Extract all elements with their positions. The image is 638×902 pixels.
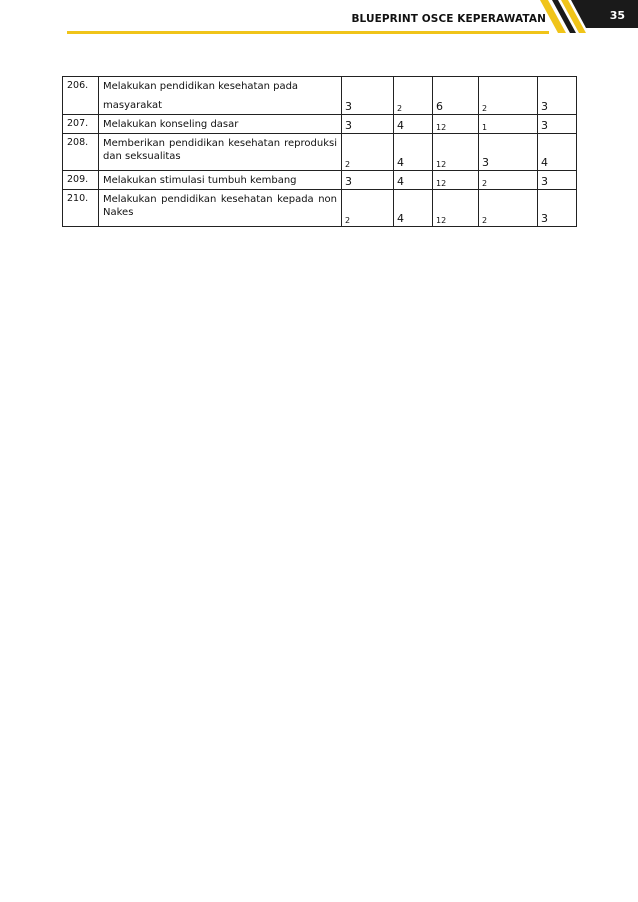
value-cell: 2 [479, 77, 538, 115]
value-cell: 12 [433, 190, 479, 227]
row-description: Melakukan pendidikan kesehatan kepada non Nakes [99, 190, 342, 227]
row-description: Melakukan stimulasi tumbuh kembang [99, 171, 342, 190]
header-title: BLUEPRINT OSCE KEPERAWATAN [351, 13, 546, 25]
row-description: Melakukan konseling dasar [99, 115, 342, 134]
value-cell: 3 [342, 171, 394, 190]
row-description: Memberikan pendidikan kesehatan reproduksi dan seksualitas [99, 134, 342, 171]
row-number: 208. [63, 134, 99, 171]
value-cell: 4 [394, 190, 433, 227]
value-cell: 3 [538, 171, 577, 190]
value-cell: 4 [394, 115, 433, 134]
value-cell: 3 [538, 77, 577, 115]
value-cell: 12 [433, 171, 479, 190]
table-row [63, 77, 577, 115]
value-cell: 2 [479, 171, 538, 190]
value-cell: 6 [433, 77, 479, 115]
value-cell: 4 [394, 171, 433, 190]
value-cell: 2 [394, 77, 433, 115]
competency-table [62, 76, 577, 227]
description-line: Melakukan pendidikan kesehatan pada [103, 81, 299, 92]
value-cell: 2 [342, 134, 394, 171]
row-number: 207. [63, 115, 99, 134]
value-cell: 4 [394, 134, 433, 171]
value-cell: 3 [538, 115, 577, 134]
value-cell: 12 [433, 115, 479, 134]
table-row [63, 190, 577, 227]
table-row [63, 115, 577, 134]
value-cell: 2 [342, 190, 394, 227]
table-row [63, 171, 577, 190]
header-rule [67, 31, 549, 34]
value-cell: 4 [538, 134, 577, 171]
value-cell: 3 [479, 134, 538, 171]
row-number: 209. [63, 171, 99, 190]
page-header [0, 0, 638, 40]
description-line: masyarakat [103, 100, 163, 111]
value-cell: 3 [342, 115, 394, 134]
table-row [63, 134, 577, 171]
page-number: 35 [609, 9, 625, 22]
row-number: 206. [63, 77, 99, 115]
value-cell: 12 [433, 134, 479, 171]
row-description [99, 77, 342, 115]
row-number: 210. [63, 190, 99, 227]
value-cell: 3 [342, 77, 394, 115]
value-cell: 1 [479, 115, 538, 134]
value-cell: 2 [479, 190, 538, 227]
value-cell: 3 [538, 190, 577, 227]
